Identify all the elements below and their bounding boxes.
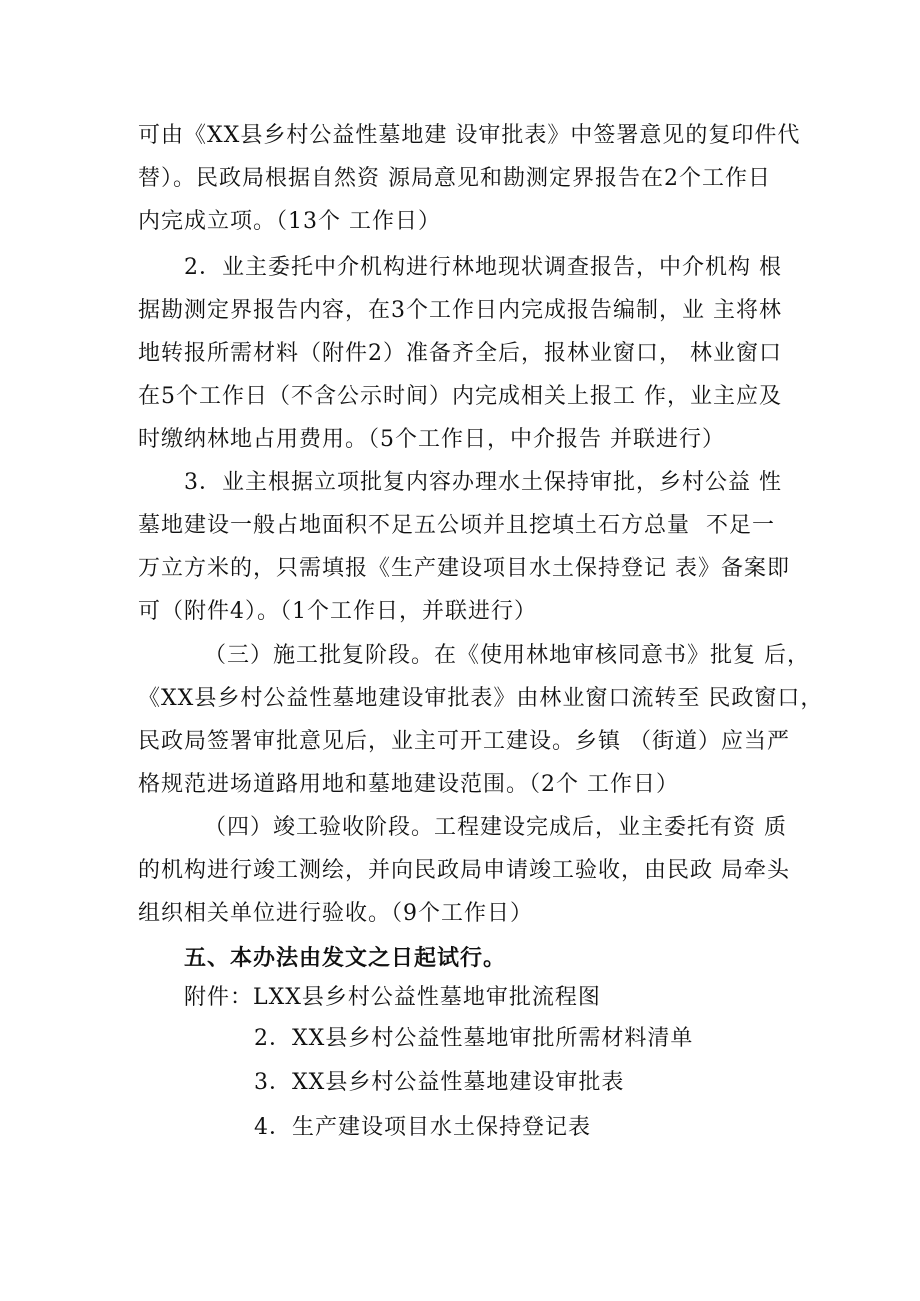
text-line-2: 替）。民政局根据自然资 源局意见和勘测定界报告在2个工作日	[138, 166, 771, 191]
text-line-23: 3．XX县乡村公益性墓地建设审批表	[254, 1070, 625, 1095]
text-line-20: 五、本办法由发文之日起试行。	[184, 946, 507, 971]
text-line-8: 时缴纳林地占用费用。（5个工作日，中介报告 并联进行）	[138, 427, 725, 452]
text-line-6: 地转报所需材料（附件2）准备齐全后，报林业窗口， 林业窗口	[138, 341, 782, 366]
text-line-10: 墓地建设一般占地面积不足五公顷并且挖填土石方总量 不足一	[138, 513, 775, 538]
text-line-17: （四）竣工验收阶段。工程建设完成后，业主委托有资 质	[204, 815, 787, 840]
text-line-21: 附件：LXX县乡村公益性墓地审批流程图	[184, 985, 601, 1010]
text-line-16: 格规范进场道路用地和墓地建设范围。（2个 工作日）	[138, 772, 679, 797]
text-line-5: 据勘测定界报告内容，在3个工作日内完成报告编制，业 主将林	[138, 298, 782, 323]
text-line-3: 内完成立项。（13个 工作日）	[138, 209, 441, 234]
text-line-13: （三）施工批复阶段。在《使用林地审核同意书》批复 后，	[204, 643, 810, 668]
text-line-9: 3．业主根据立项批复内容办理水土保持审批，乡村公益 性	[184, 470, 782, 495]
text-line-19: 组织相关单位进行验收。（9个工作日）	[138, 901, 533, 926]
text-line-1: 可由《XX县乡村公益性墓地建 设审批表》中签署意见的复印件代	[138, 123, 801, 148]
text-line-12: 可（附件4）。（1个工作日，并联进行）	[138, 599, 537, 624]
text-line-18: 的机构进行竣工测绘，并向民政局申请竣工验收，由民政 局牵头	[138, 858, 790, 883]
text-line-11: 万立方米的，只需填报《生产建设项目水土保持登记 表》备案即	[138, 556, 790, 581]
text-line-22: 2．XX县乡村公益性墓地审批所需材料清单	[254, 1026, 694, 1051]
text-line-24: 4．生产建设项目水土保持登记表	[254, 1115, 591, 1140]
text-line-15: 民政局签署审批意见后，业主可开工建设。乡镇 （街道）应当严	[138, 729, 790, 754]
text-line-7: 在5个工作日（不含公示时间）内完成相关上报工 作，业主应及	[138, 384, 782, 409]
text-line-14: 《XX县乡村公益性墓地建设审批表》由林业窗口流转至 民政窗口，	[138, 686, 824, 711]
text-line-4: 2．业主委托中介机构进行林地现状调查报告，中介机构 根	[184, 255, 782, 280]
